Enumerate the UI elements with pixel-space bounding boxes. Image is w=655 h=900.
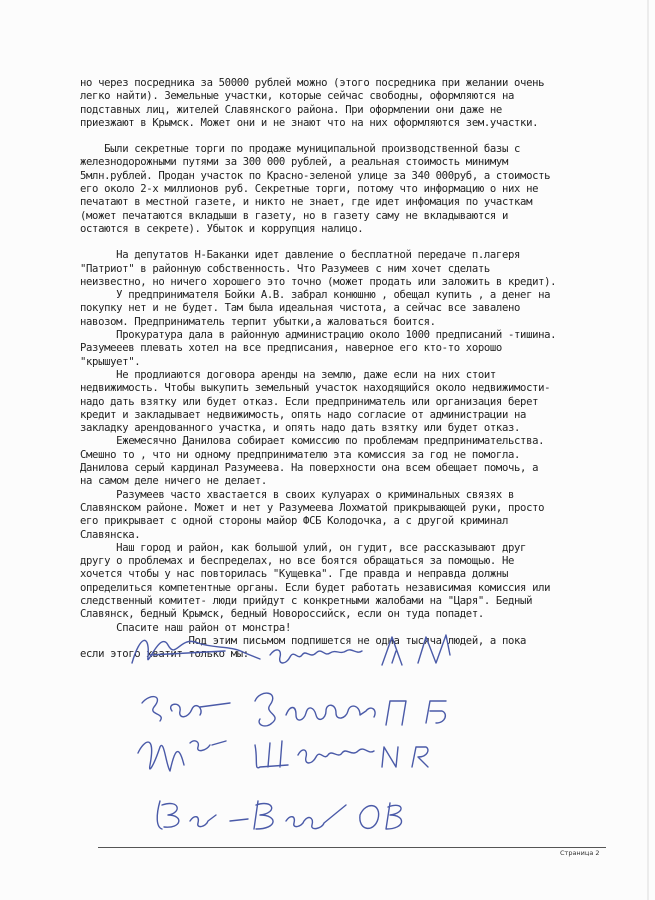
text-line: (может печатаются вкладыши в газету, но в газету саму не вкладываются и <box>80 209 508 222</box>
text-line: Разумеев часто хвастается в своих кулуарах о криминальных связях в <box>80 488 515 501</box>
text-line: его около 2-х миллионов руб. Секретные торги, потому что информацию о них не <box>80 183 539 196</box>
text-line: Не продлиаются договора аренды на землю, даже если на них стоит <box>80 368 496 381</box>
scan-edge <box>647 0 649 900</box>
text-line: Славянск, бедный Крымск, бедный Новороссийск, если он туда попадет. <box>80 608 484 621</box>
paragraph-9 <box>80 542 625 622</box>
signature-zakharov <box>142 693 446 726</box>
text-line: на самом деле ничего не делает. <box>80 475 267 488</box>
text-line: навозом. Предприниматель терпит убытки,а жаловаться боится. <box>80 315 436 328</box>
text-line: неизвестно, но ничего хорошего это точно (может продать или заложить в кредит). <box>80 275 557 288</box>
text-line: Под этим письмом подпишется не одна тысяча людей, а пока <box>80 634 527 647</box>
text-line: его прикрывает с одной стороны майор ФСБ Колодочка, а с другой криминал <box>80 515 508 528</box>
text-line: Данилова серый кардинал Разумеева. На поверхности она всем обещает помочь, а <box>80 462 539 475</box>
text-line: 5млн.рублей. Продан участок по Красно-зеленой улице за 340 000руб, а стоимость <box>80 169 551 182</box>
paragraph-1 <box>80 77 625 130</box>
paragraph-8 <box>80 489 625 542</box>
paragraph-2 <box>80 143 625 236</box>
page-number: Страница 2 <box>560 849 600 857</box>
text-line: Разумееев плевать хотел на все предписания, наверное его кто-то хорошо <box>80 342 502 355</box>
text-line: У предпринимателя Бойки А.В. забрал конюшню , обещал купить , а денег на <box>80 289 551 302</box>
paragraph-5 <box>80 329 625 369</box>
text-line: надо дать взятку или будет отказ. Если предприниматель или организация берет <box>80 395 539 408</box>
text-line: остаются в секрете). Убыток и коррупция налицо. <box>80 222 364 235</box>
paragraph-7 <box>80 435 625 488</box>
signature-shishkin <box>138 741 428 771</box>
text-line: Спасите наш район от монстра! <box>80 621 291 634</box>
text-line: Наш город и район, как большой улий, он гудит, все рассказывают друг <box>80 541 527 554</box>
signature-smirnov <box>132 635 450 665</box>
text-line: Славянском районе. Может и нет у Разумеева Лохматой прикрывающей руки, просто <box>80 501 545 514</box>
text-line: другу о проблемах и беспределах, но все боятся обращаться за помощью. Не <box>80 555 515 568</box>
letter-body <box>80 77 625 661</box>
text-line: следственный комитет- люди прийдут с конкретными жалобами на "Царя". Бедный <box>80 594 533 607</box>
text-line: кредит и закладывает недвижимость, опять надо согласие от администрации на <box>80 408 527 421</box>
text-line: закладку арендованного участка, и опять надо дать взятку или будет отказ. <box>80 422 521 435</box>
text-line: железнодорожными путями за 300 000 рублей, а реальная стоимость минимум <box>80 156 508 169</box>
text-line: хочется чтобы у нас повторилась "Кущевка". Где правда и неправда должны <box>80 568 508 581</box>
text-line: печатают в местной газете, и никто не знает, где идет инфомация по участкам <box>80 196 533 209</box>
text-line: Были секретные торги по продаже муниципальной производственной базы с <box>80 143 521 156</box>
footer-divider <box>98 847 606 848</box>
text-line: определиться компетентные органы. Если будет работать независимая комиссия или <box>80 581 551 594</box>
paragraph-3 <box>80 249 625 289</box>
text-line: но через посредника за 50000 рублей можно (этого посредника при желании очень <box>80 77 545 89</box>
text-line: Смешно то , что ни одному предпринимателю эта комиссия за год не помогла. <box>80 448 521 461</box>
text-line: легко найти). Земельные участки, которые сейчас свободны, оформляются на <box>80 90 515 103</box>
paragraph-4 <box>80 289 625 329</box>
text-line: покупку нет и не будет. Там была идеальная чистота, а сейчас все завалено <box>80 302 521 315</box>
text-line: "крышует". <box>80 355 141 368</box>
paragraph-6 <box>80 369 625 435</box>
text-line: Славянска. <box>80 528 141 541</box>
signature-belov <box>157 801 401 829</box>
text-line: Прокуратура дала в районную администрацию около 1000 предписаний -тишина. <box>80 329 557 342</box>
text-line: Ежемесячно Данилова собирает комиссию по проблемам предпринимательства. <box>80 435 545 448</box>
text-line: "Патриот" в районную собственность. Что Разумеев с ним хочет сделать <box>80 262 490 275</box>
text-line: приезжают в Крымск. Может они и не знают что на них оформляются зем.участки. <box>80 116 539 129</box>
handwritten-signatures <box>120 615 600 855</box>
text-line: если этого хватит только мы: <box>80 648 249 661</box>
text-line: недвижимость. Чтобы выкупить земельный участок находящийся около недвижимости- <box>80 382 551 395</box>
text-line: На депутатов Н-Баканки идет давление о бесплатной передаче п.лагеря <box>80 249 521 262</box>
text-line: подставных лиц, жителей Славянского района. При оформлении они даже не <box>80 103 502 116</box>
